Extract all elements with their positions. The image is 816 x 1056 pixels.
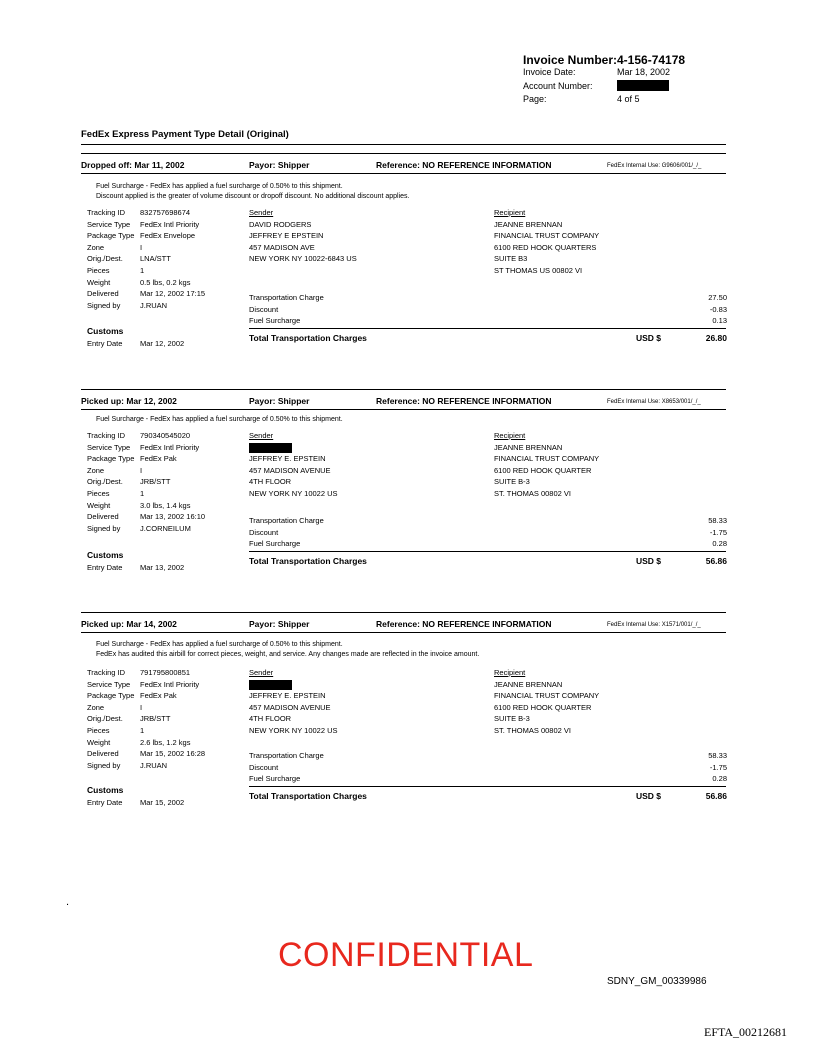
sender-line: 457 MADISON AVE [249, 242, 315, 252]
delivered: Mar 13, 2002 16:10 [140, 512, 206, 522]
signed-by: J.CORNEILUM [140, 523, 191, 533]
pieces-label: Pieces [87, 488, 110, 498]
zone: I [140, 242, 143, 252]
page-value: 4 of 5 [617, 94, 640, 104]
section-head-rule [81, 173, 726, 174]
note-line: Fuel Surcharge - FedEx has applied a fuel surcharge of 0.50% to this shipment. [96, 416, 343, 423]
total-rule [249, 551, 726, 552]
transportation-charge: 58.33 [708, 751, 727, 760]
total-amount: 26.80 [705, 333, 727, 343]
sender-block [249, 667, 338, 737]
entry-date: Mar 15, 2002 [140, 798, 185, 807]
sender-heading: Sender [249, 668, 274, 677]
sender-line: DAVID RODGERS [249, 219, 312, 229]
recipient-line: SUITE B3 [494, 254, 528, 264]
sender-heading: Sender [249, 208, 274, 217]
recipient-heading: Recipient [494, 431, 526, 440]
recipient-line: JEANNE BRENNAN [494, 442, 563, 452]
service-type-label: Service Type [87, 442, 131, 452]
shipment-labels [87, 667, 134, 771]
fuel-surcharge: 0.28 [712, 539, 727, 549]
service-type: FedEx Intl Priority [140, 679, 200, 689]
invoice-date-label: Invoice Date: [523, 67, 576, 77]
weight-label: Weight [87, 737, 111, 747]
sender-line: NEW YORK NY 10022-6843 US [249, 254, 357, 264]
invoice-number: 4-156-74178 [617, 53, 686, 67]
total-label: Total Transportation Charges [249, 791, 367, 801]
sender-line: NEW YORK NY 10022 US [249, 725, 338, 735]
weight-label: Weight [87, 277, 111, 287]
weight: 2.6 lbs, 1.2 kgs [140, 737, 191, 747]
charge-values [708, 292, 727, 327]
sender-line: NEW YORK NY 10022 US [249, 488, 338, 498]
reference: Reference: NO REFERENCE INFORMATION [376, 396, 552, 406]
transportation-charge-label: Transportation Charge [249, 293, 324, 302]
recipient-heading: Recipient [494, 668, 526, 677]
orig-dest-label: Orig./Dest. [87, 714, 123, 724]
account-number-redaction [617, 80, 669, 91]
note-line: Fuel Surcharge - FedEx has applied a fuel surcharge of 0.50% to this shipment. [96, 183, 343, 190]
orig-dest: JRB/STT [140, 477, 171, 487]
package-type-label: Package Type [87, 231, 135, 241]
sender-line: 457 MADISON AVENUE [249, 465, 331, 475]
sender-line: JEFFREY E. EPSTEIN [249, 691, 326, 701]
pieces: 1 [140, 725, 145, 735]
zone-label: Zone [87, 702, 105, 712]
account-number-label: Account Number: [523, 81, 593, 91]
recipient-block [494, 430, 599, 500]
tracking-id-label: Tracking ID [87, 668, 126, 677]
zone-label: Zone [87, 242, 105, 252]
shipment-labels [87, 430, 134, 534]
signed-by-label: Signed by [87, 300, 121, 310]
tracking-id-label: Tracking ID [87, 208, 126, 217]
recipient-line: SUITE B-3 [494, 714, 530, 724]
weight: 0.5 lbs, 0.2 kgs [140, 277, 191, 287]
signed-by-label: Signed by [87, 760, 121, 770]
delivered-label: Delivered [87, 289, 119, 299]
shipment-values [140, 430, 205, 534]
recipient-line: 6100 RED HOOK QUARTER [494, 702, 592, 712]
tracking-id: 790340545020 [140, 431, 191, 440]
tracking-id: 832757698674 [140, 208, 191, 217]
shipment-values [140, 667, 205, 771]
bates-number: SDNY_GM_00339986 [607, 976, 707, 987]
fuel-surcharge-label: Fuel Surcharge [249, 316, 301, 326]
charge-values [708, 515, 727, 550]
package-type-label: Package Type [87, 454, 135, 464]
internal-use: FedEx Internal Use: X8653/001/_/_ [607, 399, 701, 405]
confidential-stamp: CONFIDENTIAL [278, 936, 534, 974]
signed-by-label: Signed by [87, 523, 121, 533]
charge-labels [249, 750, 324, 785]
orig-dest: LNA/STT [140, 254, 171, 264]
pieces-label: Pieces [87, 725, 110, 735]
event-date: Dropped off: Mar 11, 2002 [81, 160, 185, 170]
package-type-label: Package Type [87, 691, 135, 701]
transportation-charge: 27.50 [708, 293, 727, 302]
total-amount: 56.86 [705, 556, 727, 566]
title-rule [81, 144, 726, 145]
recipient-line: JEANNE BRENNAN [494, 219, 563, 229]
invoice-number-label: Invoice Number: [523, 53, 618, 67]
page-title: FedEx Express Payment Type Detail (Original) [81, 129, 289, 140]
currency-label: USD $ [636, 556, 662, 566]
total-label: Total Transportation Charges [249, 333, 367, 343]
entry-date-label: Entry Date [87, 339, 123, 348]
service-type: FedEx Intl Priority [140, 219, 200, 229]
invoice-date: Mar 18, 2002 [617, 67, 671, 77]
delivered-label: Delivered [87, 749, 119, 759]
recipient-line: SUITE B-3 [494, 477, 530, 487]
recipient-line: ST. THOMAS 00802 VI [494, 488, 571, 498]
delivered: Mar 12, 2002 17:15 [140, 289, 206, 299]
zone-label: Zone [87, 465, 105, 475]
reference: Reference: NO REFERENCE INFORMATION [376, 619, 552, 629]
recipient-line: 6100 RED HOOK QUARTERS [494, 242, 597, 252]
customs-heading: Customs [87, 326, 124, 336]
transportation-charge-label: Transportation Charge [249, 516, 324, 525]
fuel-surcharge: 0.13 [712, 316, 727, 326]
weight-label: Weight [87, 500, 111, 510]
recipient-line: ST. THOMAS 00802 VI [494, 725, 571, 735]
service-type: FedEx Intl Priority [140, 442, 200, 452]
pieces: 1 [140, 265, 145, 275]
payor: Payor: Shipper [249, 619, 310, 629]
signed-by: J.RUAN [140, 300, 168, 310]
service-type-label: Service Type [87, 679, 131, 689]
customs-heading: Customs [87, 785, 124, 795]
entry-date-label: Entry Date [87, 563, 123, 572]
sender-line: JEFFREY E EPSTEIN [249, 231, 324, 241]
shipment-values [140, 207, 205, 311]
total-rule [249, 328, 726, 329]
section-head-rule [81, 632, 726, 633]
shipment-labels [87, 207, 134, 311]
internal-use: FedEx Internal Use: G9606/001/_/_ [607, 163, 702, 169]
stray-mark: . [66, 896, 70, 908]
efta-number: EFTA_00212681 [704, 1025, 788, 1039]
sender-line: 457 MADISON AVENUE [249, 702, 331, 712]
recipient-block [494, 207, 599, 277]
charge-values [708, 750, 727, 785]
note-line: FedEx has audited this airbill for correct pieces, weight, and service. Any changes made are reflected in the invoice amount. [96, 651, 480, 658]
fuel-surcharge-label: Fuel Surcharge [249, 774, 301, 784]
note-line: Discount applied is the greater of volume discount or dropoff discount. No additional discount applies. [96, 193, 410, 200]
transportation-charge-label: Transportation Charge [249, 751, 324, 760]
delivered-label: Delivered [87, 512, 119, 522]
note-line: Fuel Surcharge - FedEx has applied a fuel surcharge of 0.50% to this shipment. [96, 641, 343, 648]
package-type: FedEx Pak [140, 454, 177, 464]
total-rule [249, 786, 726, 787]
recipient-block [494, 667, 599, 737]
currency-label: USD $ [636, 333, 662, 343]
zone: I [140, 702, 143, 712]
delivered: Mar 15, 2002 16:28 [140, 749, 206, 759]
fuel-surcharge: 0.28 [712, 774, 727, 784]
sender-line: 4TH FLOOR [249, 477, 292, 487]
reference: Reference: NO REFERENCE INFORMATION [376, 160, 552, 170]
entry-date: Mar 12, 2002 [140, 339, 185, 348]
total-amount: 56.86 [705, 791, 727, 801]
sender-block [249, 430, 338, 500]
internal-use: FedEx Internal Use: X1571/001/_/_ [607, 622, 701, 628]
entry-date: Mar 13, 2002 [140, 563, 185, 572]
sender-redaction [249, 443, 292, 453]
discount-label: Discount [249, 762, 279, 772]
pieces-label: Pieces [87, 265, 110, 275]
orig-dest: JRB/STT [140, 714, 171, 724]
recipient-line: JEANNE BRENNAN [494, 679, 563, 689]
recipient-line: FINANCIAL TRUST COMPANY [494, 231, 600, 241]
signed-by: J.RUAN [140, 760, 168, 770]
discount: -0.83 [709, 304, 727, 314]
page-label: Page: [523, 94, 547, 104]
section-top-rule [81, 612, 726, 613]
sender-line: JEFFREY E. EPSTEIN [249, 454, 326, 464]
tracking-id-label: Tracking ID [87, 431, 126, 440]
currency-label: USD $ [636, 791, 662, 801]
sender-line: 4TH FLOOR [249, 714, 292, 724]
total-label: Total Transportation Charges [249, 556, 367, 566]
discount: -1.75 [709, 762, 727, 772]
section-head-rule [81, 409, 726, 410]
event-date: Picked up: Mar 12, 2002 [81, 396, 177, 406]
recipient-line: 6100 RED HOOK QUARTER [494, 465, 592, 475]
recipient-line: FINANCIAL TRUST COMPANY [494, 454, 600, 464]
charge-labels [249, 515, 324, 550]
discount: -1.75 [709, 527, 727, 537]
charge-labels [249, 292, 324, 327]
package-type: FedEx Envelope [140, 231, 196, 241]
zone: I [140, 465, 143, 475]
sender-block [249, 207, 357, 265]
pieces: 1 [140, 488, 145, 498]
weight: 3.0 lbs, 1.4 kgs [140, 500, 191, 510]
sender-heading: Sender [249, 431, 274, 440]
section-top-rule [81, 153, 726, 154]
orig-dest-label: Orig./Dest. [87, 477, 123, 487]
discount-label: Discount [249, 527, 279, 537]
transportation-charge: 58.33 [708, 516, 727, 525]
orig-dest-label: Orig./Dest. [87, 254, 123, 264]
recipient-line: ST THOMAS US 00802 VI [494, 265, 583, 275]
event-date: Picked up: Mar 14, 2002 [81, 619, 177, 629]
customs-heading: Customs [87, 550, 124, 560]
sender-redaction [249, 680, 292, 690]
service-type-label: Service Type [87, 219, 131, 229]
section-top-rule [81, 389, 726, 390]
entry-date-label: Entry Date [87, 798, 123, 807]
payor: Payor: Shipper [249, 160, 310, 170]
package-type: FedEx Pak [140, 691, 177, 701]
tracking-id: 791795800851 [140, 668, 191, 677]
payor: Payor: Shipper [249, 396, 310, 406]
recipient-heading: Recipient [494, 208, 526, 217]
fuel-surcharge-label: Fuel Surcharge [249, 539, 301, 549]
recipient-line: FINANCIAL TRUST COMPANY [494, 691, 600, 701]
discount-label: Discount [249, 304, 279, 314]
